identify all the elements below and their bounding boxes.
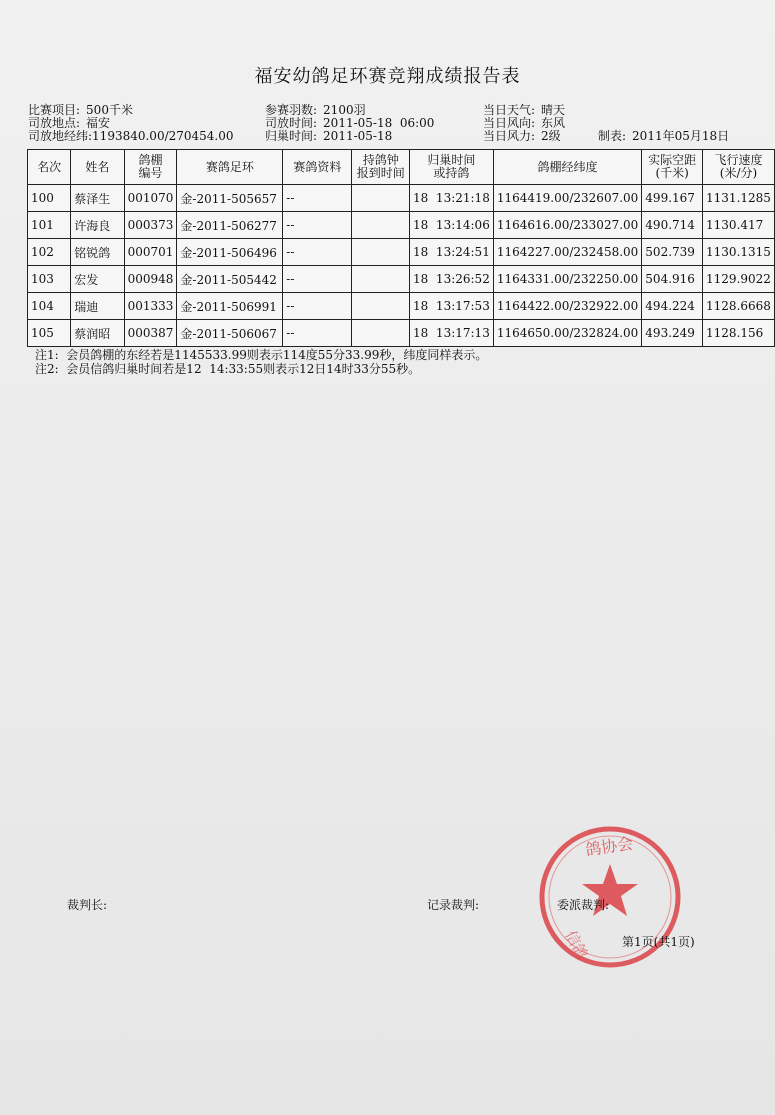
cell-loft-id: 001070 <box>124 185 177 212</box>
cell-speed: 1128.6668 <box>703 293 775 320</box>
page-title: 福安幼鸽足环赛竞翔成绩报告表 <box>254 66 521 87</box>
entries-value: 2100羽 <box>323 103 366 117</box>
cell-name: 瑞迪 <box>71 293 124 320</box>
wind-force-label: 当日风力: <box>483 129 536 143</box>
cell-arrival-time: 18 13:17:13 <box>410 320 494 347</box>
release-coords-label: 司放地经纬: <box>28 129 93 143</box>
cell-name: 铭锐鸽 <box>71 239 124 266</box>
table-row <box>28 293 775 320</box>
cell-rank: 104 <box>28 293 71 320</box>
release-place-value: 福安 <box>86 116 111 130</box>
meta-middle <box>265 104 434 143</box>
cell-clock-time <box>352 266 410 293</box>
header-ring: 赛鸽足环 <box>177 150 283 185</box>
table-row <box>28 212 775 239</box>
header-loft-coords: 鸽棚经纬度 <box>493 150 641 185</box>
made-label: 制表: <box>598 129 627 143</box>
note-2: 注2: 会员信鸽归巢时间若是12 14:33:55则表示12日14时33分55秒。 <box>35 362 421 376</box>
meta-left <box>28 104 234 143</box>
recording-referee-label: 记录裁判: <box>427 898 480 912</box>
cell-loft-coords: 1164616.00/233027.00 <box>493 212 641 239</box>
cell-clock-time <box>352 239 410 266</box>
cell-speed: 1129.9022 <box>703 266 775 293</box>
header-arrival-time: 归巢时间 或持鸽 <box>410 150 494 185</box>
cell-ring: 金-2011-506277 <box>177 212 283 239</box>
entries-label: 参赛羽数: <box>265 103 318 117</box>
header-loft-id: 鸽棚 编号 <box>124 150 177 185</box>
cell-loft-coords: 1164331.00/232250.00 <box>493 266 641 293</box>
cell-pigeon-info: -- <box>283 185 352 212</box>
cell-ring: 金-2011-506496 <box>177 239 283 266</box>
table-row <box>28 266 775 293</box>
event-value: 500千米 <box>86 103 133 117</box>
cell-name: 蔡润昭 <box>71 320 124 347</box>
header-rank: 名次 <box>28 150 71 185</box>
cell-ring: 金-2011-505442 <box>177 266 283 293</box>
cell-distance: 493.249 <box>642 320 703 347</box>
table-made-date <box>598 130 729 143</box>
cell-pigeon-info: -- <box>283 266 352 293</box>
cell-clock-time <box>352 320 410 347</box>
appointed-referee-label: 委派裁判: <box>557 898 610 912</box>
cell-distance: 504.916 <box>642 266 703 293</box>
cell-rank: 105 <box>28 320 71 347</box>
header-clock-time: 持鸽钟 报到时间 <box>352 150 410 185</box>
return-time-label: 归巢时间: <box>265 129 318 143</box>
release-time-label: 司放时间: <box>265 116 318 130</box>
cell-arrival-time: 18 13:14:06 <box>410 212 494 239</box>
cell-pigeon-info: -- <box>283 212 352 239</box>
cell-loft-coords: 1164419.00/232607.00 <box>493 185 641 212</box>
table-header-row <box>28 150 775 185</box>
cell-loft-id: 000387 <box>124 320 177 347</box>
cell-distance: 502.739 <box>642 239 703 266</box>
wind-force-value: 2级 <box>541 129 561 143</box>
header-pigeon-info: 赛鸽资料 <box>283 150 352 185</box>
svg-text:鸽协会: 鸽协会 <box>584 833 635 860</box>
cell-speed: 1130.417 <box>703 212 775 239</box>
cell-ring: 金-2011-506991 <box>177 293 283 320</box>
cell-pigeon-info: -- <box>283 293 352 320</box>
cell-arrival-time: 18 13:26:52 <box>410 266 494 293</box>
note-1: 注1: 会员鸽棚的东经若是1145533.99则表示114度55分33.99秒，纬度同样表示。 <box>35 348 488 362</box>
cell-pigeon-info: -- <box>283 320 352 347</box>
cell-clock-time <box>352 185 410 212</box>
svg-text:信鸽: 信鸽 <box>561 927 592 963</box>
cell-arrival-time: 18 13:21:18 <box>410 185 494 212</box>
release-coords-value: 1193840.00/270454.00 <box>92 129 234 143</box>
cell-loft-id: 000373 <box>124 212 177 239</box>
cell-rank: 102 <box>28 239 71 266</box>
release-place-label: 司放地点: <box>28 116 81 130</box>
cell-speed: 1130.1315 <box>703 239 775 266</box>
table-body <box>28 185 775 347</box>
cell-ring: 金-2011-505657 <box>177 185 283 212</box>
wind-direction-value: 东风 <box>541 116 566 130</box>
cell-clock-time <box>352 293 410 320</box>
weather-value: 晴天 <box>541 103 566 117</box>
cell-clock-time <box>352 212 410 239</box>
cell-rank: 103 <box>28 266 71 293</box>
header-distance: 实际空距 (千米) <box>642 150 703 185</box>
cell-loft-id: 000701 <box>124 239 177 266</box>
meta-right <box>483 104 565 143</box>
cell-name: 许海良 <box>71 212 124 239</box>
cell-name: 蔡泽生 <box>71 185 124 212</box>
table-row <box>28 239 775 266</box>
made-value: 2011年05月18日 <box>632 129 730 143</box>
event-label: 比赛项目: <box>28 103 81 117</box>
cell-rank: 101 <box>28 212 71 239</box>
cell-loft-coords: 1164422.00/232922.00 <box>493 293 641 320</box>
wind-direction-label: 当日风向: <box>483 116 536 130</box>
cell-ring: 金-2011-506067 <box>177 320 283 347</box>
page-number: 第1页(共1页) <box>622 935 695 949</box>
cell-loft-id: 000948 <box>124 266 177 293</box>
cell-arrival-time: 18 13:17:53 <box>410 293 494 320</box>
table-row <box>28 185 775 212</box>
notes <box>35 348 487 376</box>
cell-distance: 494.224 <box>642 293 703 320</box>
results-table <box>27 149 775 347</box>
chief-referee-label: 裁判长: <box>67 898 108 912</box>
weather-label: 当日天气: <box>483 103 536 117</box>
cell-loft-id: 001333 <box>124 293 177 320</box>
return-time-value: 2011-05-18 <box>323 129 393 143</box>
cell-loft-coords: 1164650.00/232824.00 <box>493 320 641 347</box>
cell-rank: 100 <box>28 185 71 212</box>
header-speed: 飞行速度 (米/分) <box>703 150 775 185</box>
header-name: 姓名 <box>71 150 124 185</box>
cell-name: 宏发 <box>71 266 124 293</box>
cell-speed: 1128.156 <box>703 320 775 347</box>
table-row <box>28 320 775 347</box>
cell-loft-coords: 1164227.00/232458.00 <box>493 239 641 266</box>
cell-speed: 1131.1285 <box>703 185 775 212</box>
cell-distance: 499.167 <box>642 185 703 212</box>
cell-arrival-time: 18 13:24:51 <box>410 239 494 266</box>
release-time-value: 2011-05-18 06:00 <box>323 116 435 130</box>
cell-distance: 490.714 <box>642 212 703 239</box>
cell-pigeon-info: -- <box>283 239 352 266</box>
